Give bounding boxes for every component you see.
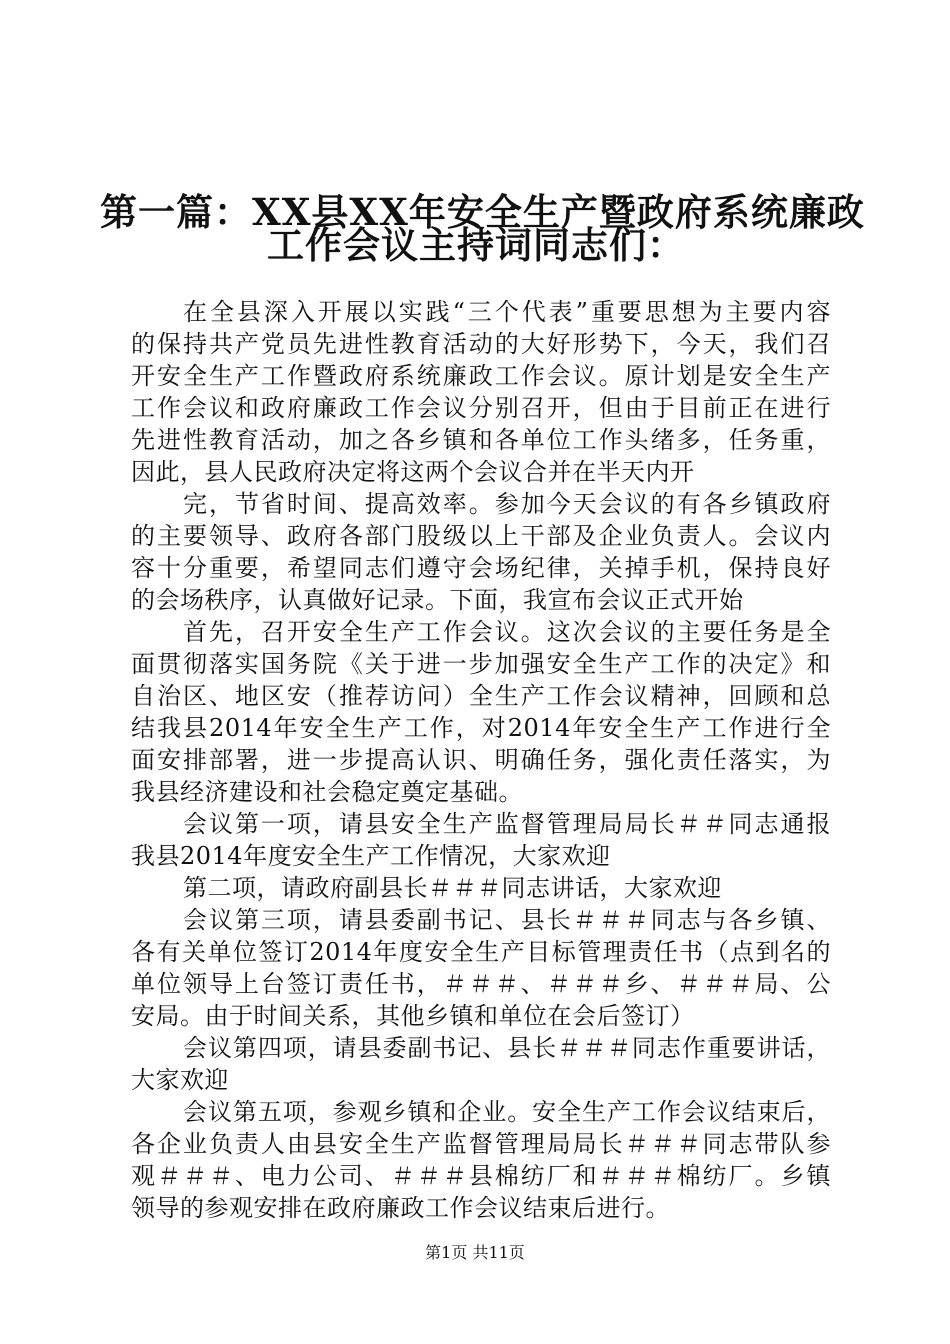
body-line: 面安排部署，进一步提高认识、明确任务，强化责任落实，为 xyxy=(131,746,831,774)
body-line: 先进性教育活动，加之各乡镇和各单位工作头绪多，任务重， xyxy=(131,426,831,454)
body-line: 我县经济建设和社会稳定奠定基础。 xyxy=(131,778,523,806)
body-line: 我县2014年度安全生产工作情况，大家欢迎 xyxy=(131,842,611,870)
body-line: 的会场秩序，认真做好记录。下面，我宣布会议正式开始 xyxy=(131,586,744,614)
body-line: 开安全生产工作暨政府系统廉政工作会议。原计划是安全生产 xyxy=(131,362,831,390)
body-line: 单位领导上台签订责任书，＃＃＃、＃＃＃乡、＃＃＃局、公 xyxy=(131,970,831,998)
document-body xyxy=(131,296,831,1224)
body-line: 完，节省时间、提高效率。参加今天会议的有各乡镇政府 xyxy=(183,490,831,518)
body-line: 各企业负责人由县安全生产监督管理局局长＃＃＃同志带队参 xyxy=(131,1130,831,1158)
document-title-line-2: 工作会议主持词同志们： xyxy=(267,223,685,267)
body-line: 自治区、地区安（推荐访问）全生产工作会议精神，回顾和总 xyxy=(131,682,831,710)
body-line: 的保持共产党员先进性教育活动的大好形势下，今天，我们召 xyxy=(131,330,831,358)
body-line: 首先，召开安全生产工作会议。这次会议的主要任务是全 xyxy=(183,618,831,646)
body-line: 会议第五项，参观乡镇和企业。安全生产工作会议结束后， xyxy=(183,1098,831,1126)
body-line: 大家欢迎 xyxy=(131,1066,229,1094)
page-number-footer: 第1页 共11页 xyxy=(425,1243,525,1262)
body-line: 领导的参观安排在政府廉政工作会议结束后进行。 xyxy=(131,1194,670,1222)
body-line: 容十分重要，希望同志们遵守会场纪律，关掉手机，保持良好 xyxy=(131,554,831,582)
document-title-line-1: 第一篇：XX县XX年安全生产暨政府系统廉政 xyxy=(100,190,865,234)
body-line: 会议第四项，请县委副书记、县长＃＃＃同志作重要讲话， xyxy=(183,1034,831,1062)
body-line: 面贯彻落实国务院《关于进一步加强安全生产工作的决定》和 xyxy=(131,650,831,678)
body-line: 会议第三项，请县委副书记、县长＃＃＃同志与各乡镇、 xyxy=(183,906,831,934)
body-line: 第二项，请政府副县长＃＃＃同志讲话，大家欢迎 xyxy=(183,874,722,902)
body-line: 在全县深入开展以实践“三个代表”重要思想为主要内容 xyxy=(183,298,831,326)
body-line: 各有关单位签订2014年度安全生产目标管理责任书（点到名的 xyxy=(131,938,831,966)
body-line: 安局。由于时间关系，其他乡镇和单位在会后签订） xyxy=(131,1002,695,1030)
body-line: 的主要领导、政府各部门股级以上干部及企业负责人。会议内 xyxy=(131,522,831,550)
body-line: 结我县2014年安全生产工作，对2014年安全生产工作进行全 xyxy=(131,714,831,742)
body-line: 会议第一项，请县安全生产监督管理局局长＃＃同志通报 xyxy=(183,810,831,838)
body-line: 因此，县人民政府决定将这两个会议合并在半天内开 xyxy=(131,458,695,486)
body-line: 观＃＃＃、电力公司、＃＃＃县棉纺厂和＃＃＃棉纺厂。乡镇 xyxy=(131,1162,831,1190)
body-line: 工作会议和政府廉政工作会议分别召开，但由于目前正在进行 xyxy=(131,394,831,422)
